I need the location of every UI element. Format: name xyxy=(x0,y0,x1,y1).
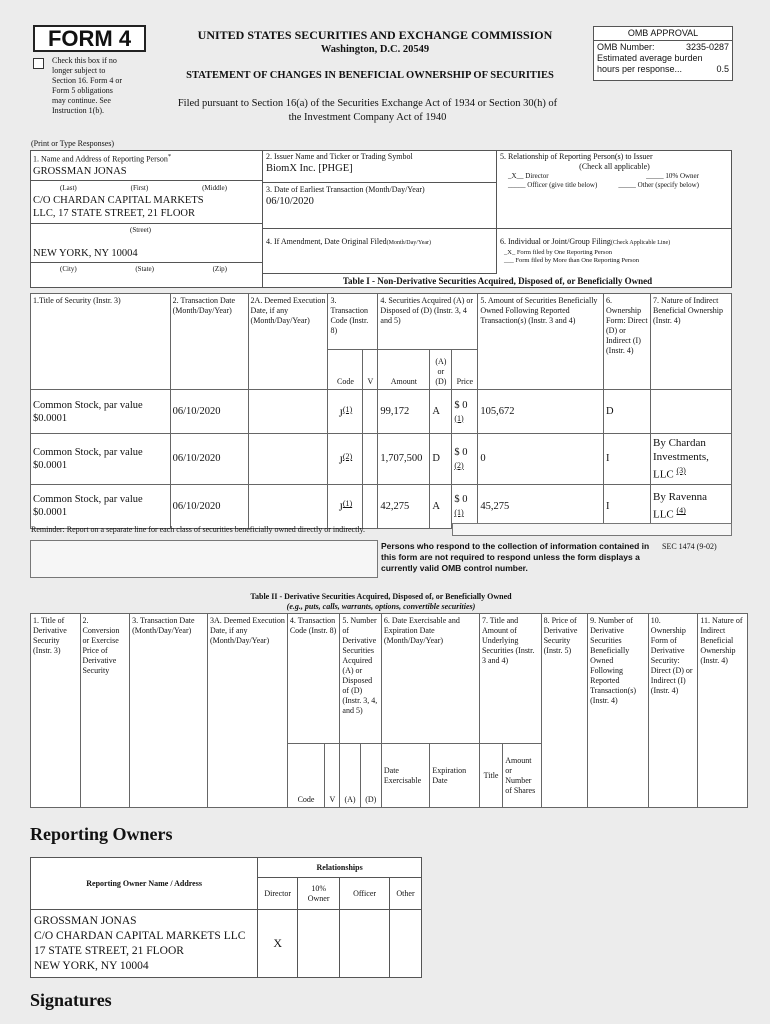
address-line1: C/O CHARDAN CAPITAL MARKETS xyxy=(33,194,204,206)
box3-earliest-date xyxy=(263,183,497,229)
statement-title: STATEMENT OF CHANGES IN BENEFICIAL OWNERSHIP OF SECURITIES xyxy=(186,70,554,81)
footnote-link[interactable]: (1) xyxy=(342,404,353,414)
check-box-text: Check this box if no longer subject to Section 16. Form 4 or Form 5 obligations may continue. See Instruction 1(b). xyxy=(52,56,122,115)
no-longer-subject-checkbox[interactable] xyxy=(33,58,44,69)
agency-name: UNITED STATES SECURITIES AND EXCHANGE COMMISSION xyxy=(197,28,553,42)
t1-col5-header: 5. Amount of Securities Beneficially Owned Following Reported Transaction(s) (Instr. 3 and 4) xyxy=(478,294,604,390)
box5-label: 5. Relationship of Reporting Person(s) to Issuer xyxy=(500,152,653,161)
agency-location: Washington, D.C. 20549 xyxy=(320,44,430,55)
omb-hours: 0.5 xyxy=(716,64,729,74)
filed-by-more: ___ Form filed by More than One Reporting Person xyxy=(504,257,640,264)
omb-number-row xyxy=(594,41,732,53)
table-row xyxy=(31,434,732,485)
box1-city-subs xyxy=(30,262,262,274)
security-title: Common Stock, par value $0.0001 xyxy=(31,434,171,485)
t2-col2-header: 2. Conversion or Exercise Price of Derivative Security xyxy=(80,614,130,808)
nature-of-ownership xyxy=(650,390,731,434)
box1-asterisk: * xyxy=(167,153,172,160)
relationship-officer: _____ Officer (give title below) xyxy=(508,181,598,189)
reminder-text: Reminder: Report on a separate line for each class of securities beneficially owned directly or indirectly. xyxy=(31,525,366,534)
filed-pursuant-line1: Filed pursuant to Section 16(a) of the Securities Exchange Act of 1934 or Section 30(h) of xyxy=(177,98,558,109)
nature-of-ownership: By Ravenna LLC $^{(4)}$ xyxy=(650,484,731,528)
t1-sub-code: Code xyxy=(328,350,363,390)
transaction-code: J$^{(1)}$ xyxy=(328,390,363,434)
box2-issuer xyxy=(263,150,497,183)
transaction-code: J$^{(2)}$ xyxy=(328,434,363,485)
a-or-d: D xyxy=(430,434,452,485)
ro-owner-address: GROSSMAN JONAS C/O CHARDAN CAPITAL MARKETS LLC 17 STATE STREET, 21 FLOOR NEW YORK, NY 10004 xyxy=(31,910,258,978)
table1-non-derivative xyxy=(30,293,732,529)
sub-middle: (Middle) xyxy=(202,183,227,192)
t2-col5-header: 5. Number of Derivative Securities Acquired (A) or Disposed of (D) (Instr. 3, 4, and 5) xyxy=(340,614,381,744)
sub-street: (Street) xyxy=(30,223,262,235)
table-row xyxy=(31,910,422,978)
ro-10pct-cell xyxy=(298,910,340,978)
box3-label: 3. Date of Earliest Transaction (Month/Day/Year) xyxy=(266,185,425,194)
form-title: FORM 4 xyxy=(47,26,132,51)
t1-col2a-header: 2A. Deemed Execution Date, if any (Month/Day/Year) xyxy=(248,294,328,390)
deemed-date xyxy=(248,390,328,434)
footnote-link[interactable]: (2) xyxy=(454,460,464,470)
security-title: Common Stock, par value $0.0001 xyxy=(31,390,171,434)
t1-sub-aord: (A) or (D) xyxy=(430,350,452,390)
earliest-transaction-date: 06/10/2020 xyxy=(266,196,314,207)
omb-number: 3235-0287 xyxy=(685,42,729,52)
omb-hours-label: hours per response... xyxy=(597,64,683,74)
reporting-person-name: GROSSMAN JONAS xyxy=(33,165,127,177)
reminder-box xyxy=(452,523,732,536)
t2-col6-header: 6. Date Exercisable and Expiration Date (Month/Day/Year) xyxy=(381,614,479,744)
t2-col3-header: 3. Transaction Date (Month/Day/Year) xyxy=(130,614,208,808)
footnote-link[interactable]: (4) xyxy=(676,506,686,516)
reporting-owners-table xyxy=(30,857,422,978)
t2-sub-expiration: Expiration Date xyxy=(430,744,480,808)
issuer-name: BiomX Inc. [PHGE] xyxy=(266,163,353,174)
city-state-zip: NEW YORK, NY 10004 xyxy=(33,247,138,259)
omb-number-label: OMB Number: xyxy=(597,42,655,52)
t1-col1-header: 1.Title of Security (Instr. 3) xyxy=(31,294,171,390)
a-or-d: A xyxy=(430,484,452,528)
omb-title: OMB APPROVAL xyxy=(594,27,732,41)
box4-label-small: (Month/Day/Year) xyxy=(386,240,432,246)
ownership-form: D xyxy=(604,390,651,434)
transaction-date: 06/10/2020 xyxy=(170,484,248,528)
box6-label: 6. Individual or Joint/Group Filing xyxy=(500,237,611,246)
t2-col8-header: 8. Price of Derivative Security (Instr. 5) xyxy=(541,614,588,808)
ro-name-header: Reporting Owner Name / Address xyxy=(31,858,258,910)
security-title: Common Stock, par value $0.0001 xyxy=(31,484,171,528)
ro-director-mark: X xyxy=(258,910,298,978)
box2-label: 2. Issuer Name and Ticker or Trading Symbol xyxy=(266,152,413,161)
ownership-form: I xyxy=(604,434,651,485)
ro-director-header: Director xyxy=(258,878,298,910)
sub-last: (Last) xyxy=(60,183,77,192)
t2-sub-v: V xyxy=(325,744,340,808)
t2-sub-amount: Amount or Number of Shares xyxy=(503,744,541,808)
ownership-form: I xyxy=(604,484,651,528)
amount: 1,707,500 xyxy=(378,434,430,485)
t2-sub-title: Title xyxy=(479,744,502,808)
a-or-d: A xyxy=(430,390,452,434)
t2-col3a-header: 3A. Deemed Execution Date, if any (Month/Day/Year) xyxy=(207,614,287,808)
nature-of-ownership: By Chardan Investments, LLC $^{(3)}$ xyxy=(650,434,731,485)
transaction-date: 06/10/2020 xyxy=(170,390,248,434)
relationship-10pct-owner: _____ 10% Owner xyxy=(646,172,699,180)
v-cell xyxy=(363,434,378,485)
transaction-date: 06/10/2020 xyxy=(170,434,248,485)
reporting-owners-heading: Reporting Owners xyxy=(30,824,173,844)
sub-first: (First) xyxy=(130,183,149,192)
box1-reporting-person xyxy=(30,150,263,288)
price: $ 0 (1) xyxy=(452,390,478,434)
table-row xyxy=(31,484,732,528)
ro-relationships-header: Relationships xyxy=(258,858,422,878)
footnote-link[interactable]: (1) xyxy=(342,499,353,509)
t2-col7-header: 7. Title and Amount of Underlying Securities (Instr. 3 and 4) xyxy=(479,614,541,744)
table2-title: Table II - Derivative Securities Acquired, Disposed of, or Beneficially Owned xyxy=(250,592,512,601)
ro-other-cell xyxy=(390,910,422,978)
relationship-director: _X__ Director xyxy=(508,172,549,180)
box6-filing-type xyxy=(497,229,732,274)
table1-title: Table I - Non-Derivative Securities Acquired, Disposed of, or Beneficially Owned xyxy=(342,276,653,286)
t1-col3-header: 3. Transaction Code (Instr. 8) xyxy=(328,294,378,350)
box5-relationship xyxy=(497,150,732,229)
box4-amendment xyxy=(263,229,497,274)
omb-hours-row xyxy=(594,64,732,75)
amount: 42,275 xyxy=(378,484,430,528)
footnote-link[interactable]: (3) xyxy=(676,466,686,475)
t1-col4-header: 4. Securities Acquired (A) or Disposed of (D) (Instr. 3, 4 and 5) xyxy=(378,294,478,350)
ro-other-header: Other xyxy=(390,878,422,910)
footnote-link[interactable]: (1) xyxy=(454,508,464,518)
deemed-date xyxy=(248,484,328,528)
sub-city: (City) xyxy=(60,264,77,273)
t2-sub-code: Code xyxy=(287,744,324,808)
ro-officer-header: Officer xyxy=(340,878,390,910)
print-type-note: (Print or Type Responses) xyxy=(31,139,115,148)
sub-state: (State) xyxy=(135,264,154,273)
t2-col4-header: 4. Transaction Code (Instr. 8) xyxy=(287,614,340,744)
amount-owned: 105,672 xyxy=(478,390,604,434)
box5-row2 xyxy=(500,181,729,190)
ro-officer-cell xyxy=(340,910,390,978)
t1-col2-header: 2. Transaction Date (Month/Day/Year) xyxy=(170,294,248,390)
t2-sub-date-exercisable: Date Exercisable xyxy=(381,744,430,808)
t2-col10-header: 10. Ownership Form of Derivative Security: Direct (D) or Indirect (I) (Instr. 4) xyxy=(648,614,698,808)
address-line2: LLC, 17 STATE STREET, 21 FLOOR xyxy=(33,207,196,219)
filed-pursuant-line2: the Investment Company Act of 1940 xyxy=(288,112,447,123)
box5-sub: (Check all applicable) xyxy=(579,162,650,171)
t2-col1-header: 1. Title of Derivative Security (Instr. 3) xyxy=(31,614,81,808)
v-cell xyxy=(363,390,378,434)
t1-sub-v: V xyxy=(363,350,378,390)
v-cell xyxy=(363,484,378,528)
box1-label: 1. Name and Address of Reporting Person xyxy=(33,154,168,164)
box1-name-subs xyxy=(30,180,262,193)
t1-col7-header: 7. Nature of Indirect Beneficial Ownership (Instr. 4) xyxy=(650,294,731,390)
blank-box xyxy=(30,540,378,578)
amount-owned: 0 xyxy=(478,434,604,485)
sub-zip: (Zip) xyxy=(212,264,227,273)
t2-sub-d: (D) xyxy=(360,744,381,808)
filed-by-one: _X_ Form filed by One Reporting Person xyxy=(504,249,612,256)
table2-derivative xyxy=(30,613,748,808)
t1-col6-header: 6. Ownership Form: Direct (D) or Indirect (I) (Instr. 4) xyxy=(604,294,651,390)
form-title-box xyxy=(33,25,146,52)
relationship-other: _____ Other (specify below) xyxy=(618,181,699,189)
ro-10pct-header: 10% Owner xyxy=(298,878,340,910)
t2-sub-a: (A) xyxy=(340,744,360,808)
footnote-link[interactable]: (2) xyxy=(342,452,353,462)
box4-label: 4. If Amendment, Date Original Filed xyxy=(266,237,387,246)
omb-approval-box xyxy=(593,26,733,81)
t1-sub-amount: Amount xyxy=(378,350,430,390)
omb-burden-label: Estimated average burden xyxy=(597,53,703,63)
footnote-link[interactable]: (1) xyxy=(454,413,464,423)
amount-owned: 45,275 xyxy=(478,484,604,528)
t2-col11-header: 11. Nature of Indirect Beneficial Ownership (Instr. 4) xyxy=(698,614,748,808)
sec-code: SEC 1474 (9-02) xyxy=(662,542,717,551)
deemed-date xyxy=(248,434,328,485)
t1-sub-price: Price xyxy=(452,350,478,390)
persons-notice: Persons who respond to the collection of information contained in this form are not required to respond unless the form displays a currently valid OMB control number. xyxy=(381,541,650,573)
t2-col9-header: 9. Number of Derivative Securities Beneficially Owned Following Reported Transaction(s) (Instr. 4) xyxy=(588,614,649,808)
table2-subtitle: (e.g., puts, calls, warrants, options, convertible securities) xyxy=(286,602,476,611)
amount: 99,172 xyxy=(378,390,430,434)
price: $ 0 (1) xyxy=(452,484,478,528)
transaction-code: J$^{(1)}$ xyxy=(328,484,363,528)
signatures-heading: Signatures xyxy=(30,990,112,1010)
table-row xyxy=(31,390,732,434)
box6-label-small: (Check Applicable Line) xyxy=(610,240,671,246)
price: $ 0 (2) xyxy=(452,434,478,485)
box5-row1 xyxy=(500,172,729,181)
